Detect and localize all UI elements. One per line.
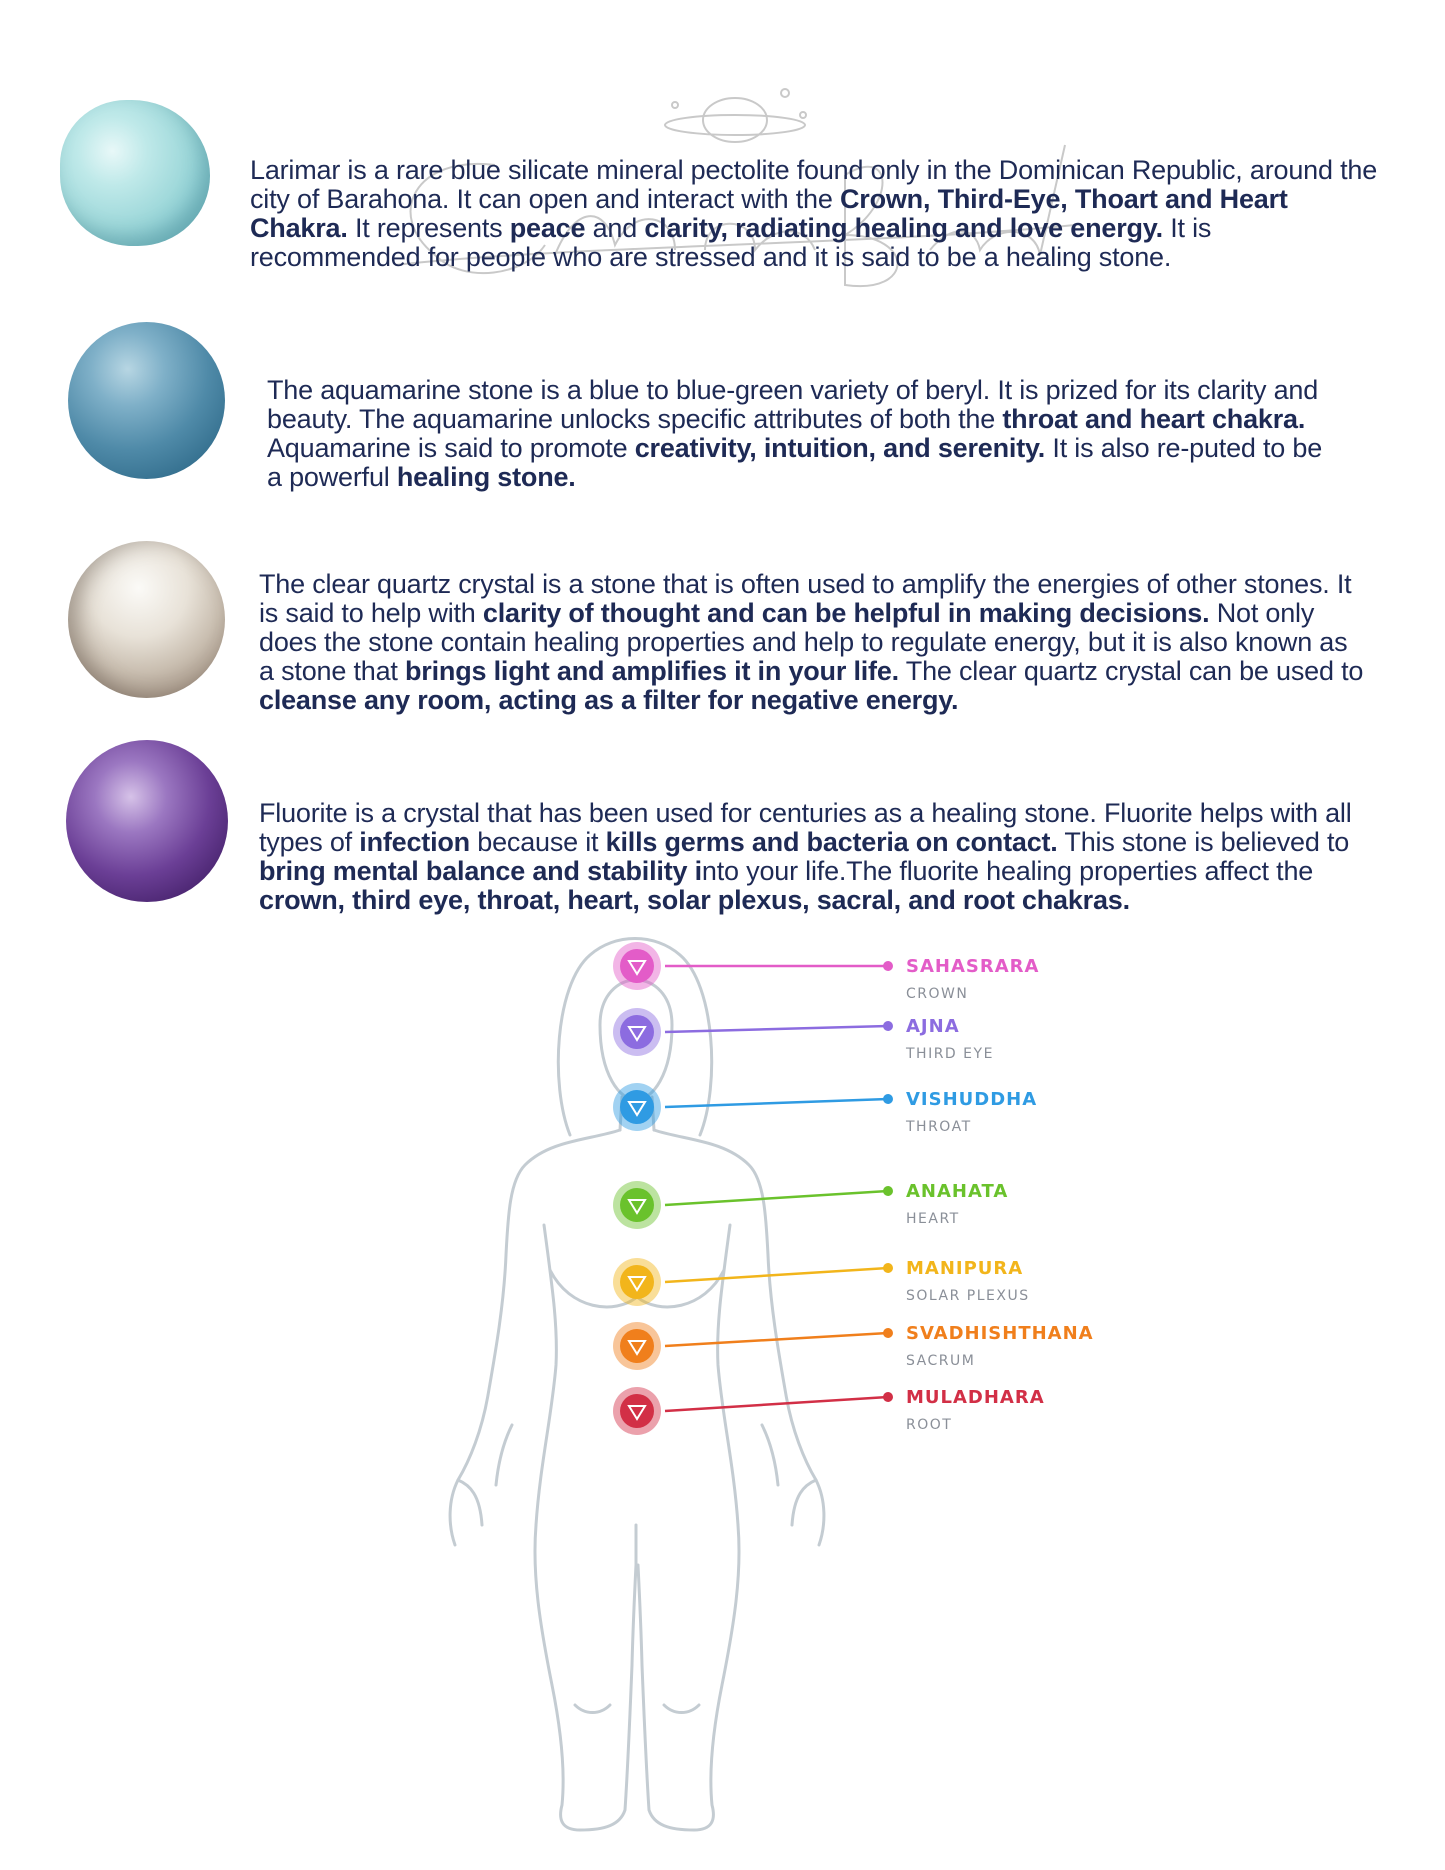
body-text: This stone is believed to bbox=[1057, 827, 1350, 857]
emphasis-text: clarity, radiating healing and love energy. bbox=[644, 213, 1163, 243]
fluorite-stone-image bbox=[66, 740, 228, 902]
chakra-symbol-core bbox=[620, 1329, 654, 1363]
body-text: Aquamarine is said to promote bbox=[267, 433, 635, 463]
chakra-connector-dot bbox=[883, 1263, 893, 1273]
chakra-symbol-core bbox=[620, 1394, 654, 1428]
clear-quartz-description bbox=[259, 570, 1369, 715]
chakra-vishuddha bbox=[613, 1083, 1037, 1135]
body-text: It represents bbox=[347, 213, 510, 243]
chakra-name-label: ANAHATA bbox=[906, 1181, 1009, 1202]
body-text: The aquamarine stone is a blue to blue-green variety of beryl. It is prized for its clarity and beauty. The aquamarine unlocks specific attributes of both the bbox=[267, 375, 1319, 434]
chakra-sub-label: THIRD EYE bbox=[906, 1046, 994, 1062]
body-outline bbox=[450, 939, 824, 1831]
emphasis-text: kills germs and bacteria on contact. bbox=[605, 827, 1058, 857]
clear-quartz-stone-image bbox=[68, 541, 225, 698]
chakra-sub-label: HEART bbox=[906, 1211, 960, 1227]
body-text: It is recommended for people who are stressed and it is said to be a healing stone. bbox=[250, 213, 1212, 272]
emphasis-text: infection bbox=[359, 827, 470, 857]
body-text: Not only does the stone contain healing properties and help to regulate energy, but it is also known as a stone that bbox=[259, 598, 1348, 686]
chakra-connector-dot bbox=[883, 961, 893, 971]
chakra-sub-label: SACRUM bbox=[906, 1353, 976, 1369]
emphasis-text: peace bbox=[509, 213, 586, 243]
emphasis-text: crown, third eye, throat, heart, solar plexus, sacral, and root chakras. bbox=[259, 885, 1130, 915]
chakra-name-label: VISHUDDHA bbox=[906, 1089, 1038, 1110]
chakra-connector-dot bbox=[883, 1021, 893, 1031]
body-text: The clear quartz crystal is a stone that is often used to amplify the energies of other stones. It is said to help with bbox=[259, 569, 1352, 628]
emphasis-text: clarity of thought and can be helpful in making decisions. bbox=[482, 598, 1210, 628]
chakra-symbol-core bbox=[620, 1188, 654, 1222]
chakra-name-label: AJNA bbox=[906, 1016, 960, 1037]
chakra-connector-line bbox=[665, 1397, 888, 1411]
chakra-manipura bbox=[613, 1258, 1030, 1306]
body-text: and bbox=[585, 213, 645, 243]
chakra-sub-label: THROAT bbox=[906, 1119, 972, 1135]
chakra-sub-label: ROOT bbox=[906, 1417, 953, 1433]
body-text: because it bbox=[469, 827, 606, 857]
larimar-stone-image bbox=[60, 100, 210, 246]
chakra-symbol-core bbox=[620, 1265, 654, 1299]
chakra-muladhara bbox=[613, 1387, 1045, 1435]
chakra-body-diagram bbox=[440, 925, 1120, 1840]
body-text: Larimar is a rare blue silicate mineral pectolite found only in the Dominican Republic, around the city of Barahona. It can open and interact with the bbox=[250, 155, 1378, 214]
chakra-svadhishthana bbox=[613, 1322, 1094, 1370]
emphasis-text: healing stone. bbox=[396, 462, 576, 492]
chakra-symbol-core bbox=[620, 1015, 654, 1049]
emphasis-text: creativity, intuition, and serenity. bbox=[634, 433, 1046, 463]
aquamarine-description bbox=[267, 376, 1327, 492]
chakra-connector-line bbox=[665, 1191, 888, 1205]
body-text: nto your life.The fluorite healing properties affect the bbox=[701, 856, 1314, 886]
chakra-sub-label: CROWN bbox=[906, 986, 969, 1002]
fluorite-description bbox=[259, 799, 1369, 915]
chakra-name-label: SVADHISHTHANA bbox=[906, 1323, 1094, 1344]
chakra-name-label: MANIPURA bbox=[906, 1258, 1024, 1279]
chakra-sub-label: SOLAR PLEXUS bbox=[906, 1288, 1030, 1304]
emphasis-text: bring mental balance and stability i bbox=[259, 856, 702, 886]
chakra-connector-line bbox=[665, 1026, 888, 1032]
body-text: Fluorite is a crystal that has been used for centuries as a healing stone. Fluorite helps with all types of bbox=[259, 798, 1352, 857]
chakra-connector-dot bbox=[883, 1094, 893, 1104]
emphasis-text: cleanse any room, acting as a filter for negative energy. bbox=[259, 685, 959, 715]
aquamarine-stone-image bbox=[68, 322, 225, 479]
emphasis-text: brings light and amplifies it in your life. bbox=[405, 656, 899, 686]
emphasis-text: Crown, Third-Eye, Thoart and Heart Chakra. bbox=[250, 184, 1288, 243]
chakra-connector-line bbox=[665, 1099, 888, 1107]
chakra-connector-dot bbox=[883, 1328, 893, 1338]
chakra-anahata bbox=[613, 1181, 1008, 1229]
chakra-connector-line bbox=[665, 1268, 888, 1282]
chakra-connector-dot bbox=[883, 1392, 893, 1402]
emphasis-text: throat and heart chakra. bbox=[1002, 404, 1306, 434]
chakra-name-label: SAHASRARA bbox=[906, 956, 1040, 977]
chakra-name-label: MULADHARA bbox=[906, 1387, 1045, 1408]
larimar-description bbox=[250, 156, 1385, 272]
chakra-symbol-core bbox=[620, 949, 654, 983]
body-text: It is also re-puted to be a powerful bbox=[267, 433, 1323, 492]
chakra-connector-dot bbox=[883, 1186, 893, 1196]
body-text: The clear quartz crystal can be used to bbox=[898, 656, 1364, 686]
chakra-symbol-core bbox=[620, 1090, 654, 1124]
